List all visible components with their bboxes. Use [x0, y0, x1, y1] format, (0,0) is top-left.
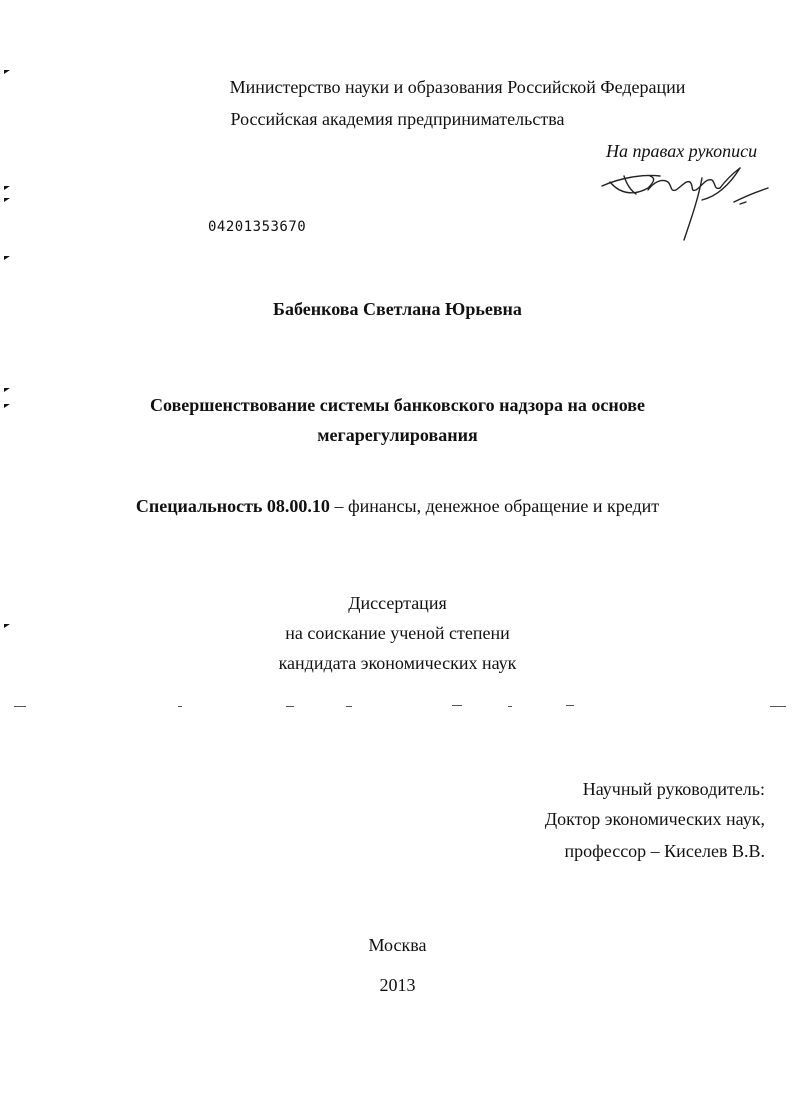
thesis-title-line1: Совершенствование системы банковского надзора на основе [150, 395, 645, 415]
academy-heading: Российская академия предпринимательства [230, 109, 565, 129]
dissertation-heading: Диссертация [348, 593, 447, 613]
scan-line [14, 706, 26, 707]
supervisor-degree: Доктор экономических наук, [544, 809, 765, 829]
supervisor-heading: Научный руководитель: [582, 779, 765, 799]
scan-line [178, 706, 182, 707]
scan-mark [4, 256, 10, 260]
scan-mark [4, 388, 10, 392]
thesis-title-line2: мегарегулирования [317, 425, 478, 445]
specialty-label: Специальность 08.00.10 [135, 496, 330, 516]
scan-line [566, 705, 574, 706]
scan-line [508, 706, 512, 707]
supervisor-name: профессор – Киселев В.В. [564, 841, 765, 861]
dissertation-degree-line: на соискание ученой степени [285, 623, 510, 643]
year: 2013 [379, 975, 416, 995]
scan-mark [4, 70, 10, 74]
specialty-description: – финансы, денежное обращение и кредит [329, 496, 660, 516]
catalog-number: 04201353670 [208, 219, 307, 235]
scan-line [452, 705, 462, 706]
scan-mark [4, 186, 10, 190]
scan-line [286, 706, 294, 707]
scan-line [770, 706, 786, 707]
ministry-heading: Министерство науки и образования Российской Федерации [229, 77, 686, 97]
manuscript-note: На правах рукописи [606, 141, 758, 161]
signature-image [590, 160, 780, 250]
scan-mark [4, 198, 10, 202]
dissertation-field-line: кандидата экономических наук [278, 653, 517, 673]
scan-line [346, 706, 352, 707]
specialty [0, 495, 795, 517]
author-name: Бабенкова Светлана Юрьевна [273, 299, 522, 319]
city: Москва [368, 935, 427, 955]
